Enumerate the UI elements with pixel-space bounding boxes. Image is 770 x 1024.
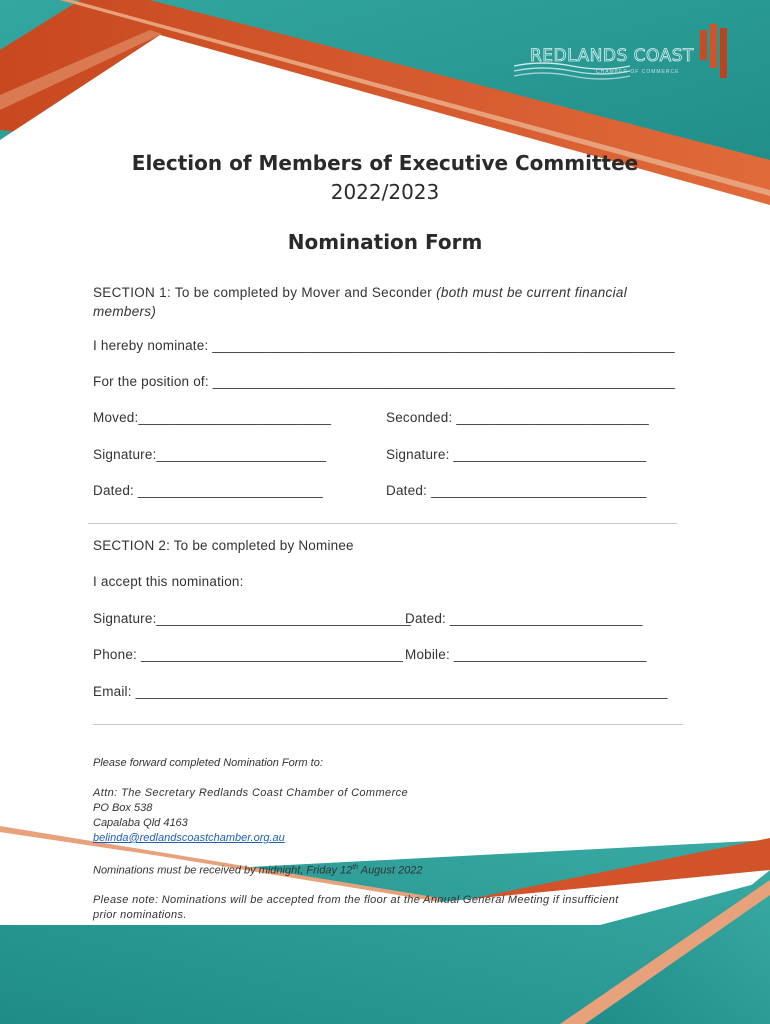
mover-signature-field[interactable]: Signature:______________________ (93, 447, 327, 462)
floor-note-line1: Please note: Nominations will be accepted from the floor at the Annual General Meeting if insufficient (93, 894, 619, 906)
page-title-year: 2022/2023 (330, 180, 440, 204)
address-po-box: PO Box 538 (93, 802, 153, 814)
nominee-signature-field[interactable]: Signature:_________________________________ (93, 611, 411, 626)
logo-subtext: CHAMBER OF COMMERCE (596, 69, 680, 75)
mobile-field[interactable]: Mobile: _________________________ (405, 647, 647, 662)
email-field[interactable]: Email: _____________________________________________________________________ (93, 684, 668, 699)
nominate-field[interactable]: I hereby nominate: ____________________________________________________________ (93, 338, 675, 353)
section-divider (88, 523, 677, 524)
seconded-field[interactable]: Seconded: _________________________ (386, 410, 650, 425)
mover-dated-field[interactable]: Dated: ________________________ (93, 483, 323, 498)
section-divider-2 (93, 724, 683, 725)
nominee-dated-field[interactable]: Dated: _________________________ (405, 611, 643, 626)
logo-text: REDLANDS COAST (530, 46, 694, 66)
address-suburb: Capalaba Qld 4163 (93, 817, 188, 829)
phone-field[interactable]: Phone: __________________________________ (93, 647, 404, 662)
deadline-note: Nominations must be received by midnight, Friday 12th August 2022 (93, 864, 423, 877)
floor-note-line2: prior nominations. (93, 909, 187, 921)
moved-field[interactable]: Moved:_________________________ (93, 410, 332, 425)
address-attn: Attn: The Secretary Redlands Coast Chamber of Commerce (93, 787, 409, 799)
page-title: Election of Members of Executive Committee (131, 151, 639, 175)
position-field[interactable]: For the position of: ____________________________________________________________ (93, 374, 676, 389)
forward-instruction: Please forward completed Nomination Form to: (93, 757, 323, 769)
form-title: Nomination Form (287, 230, 483, 254)
accept-statement: I accept this nomination: (93, 574, 244, 589)
contact-email-link[interactable]: belinda@redlandscoastchamber.org.au (93, 832, 285, 844)
seconder-signature-field[interactable]: Signature: _________________________ (386, 447, 647, 462)
section1-intro: SECTION 1: To be completed by Mover and Seconder (both must be current financial members) (93, 285, 628, 319)
section2-heading: SECTION 2: To be completed by Nominee (93, 538, 354, 553)
seconder-dated-field[interactable]: Dated: ____________________________ (386, 483, 647, 498)
